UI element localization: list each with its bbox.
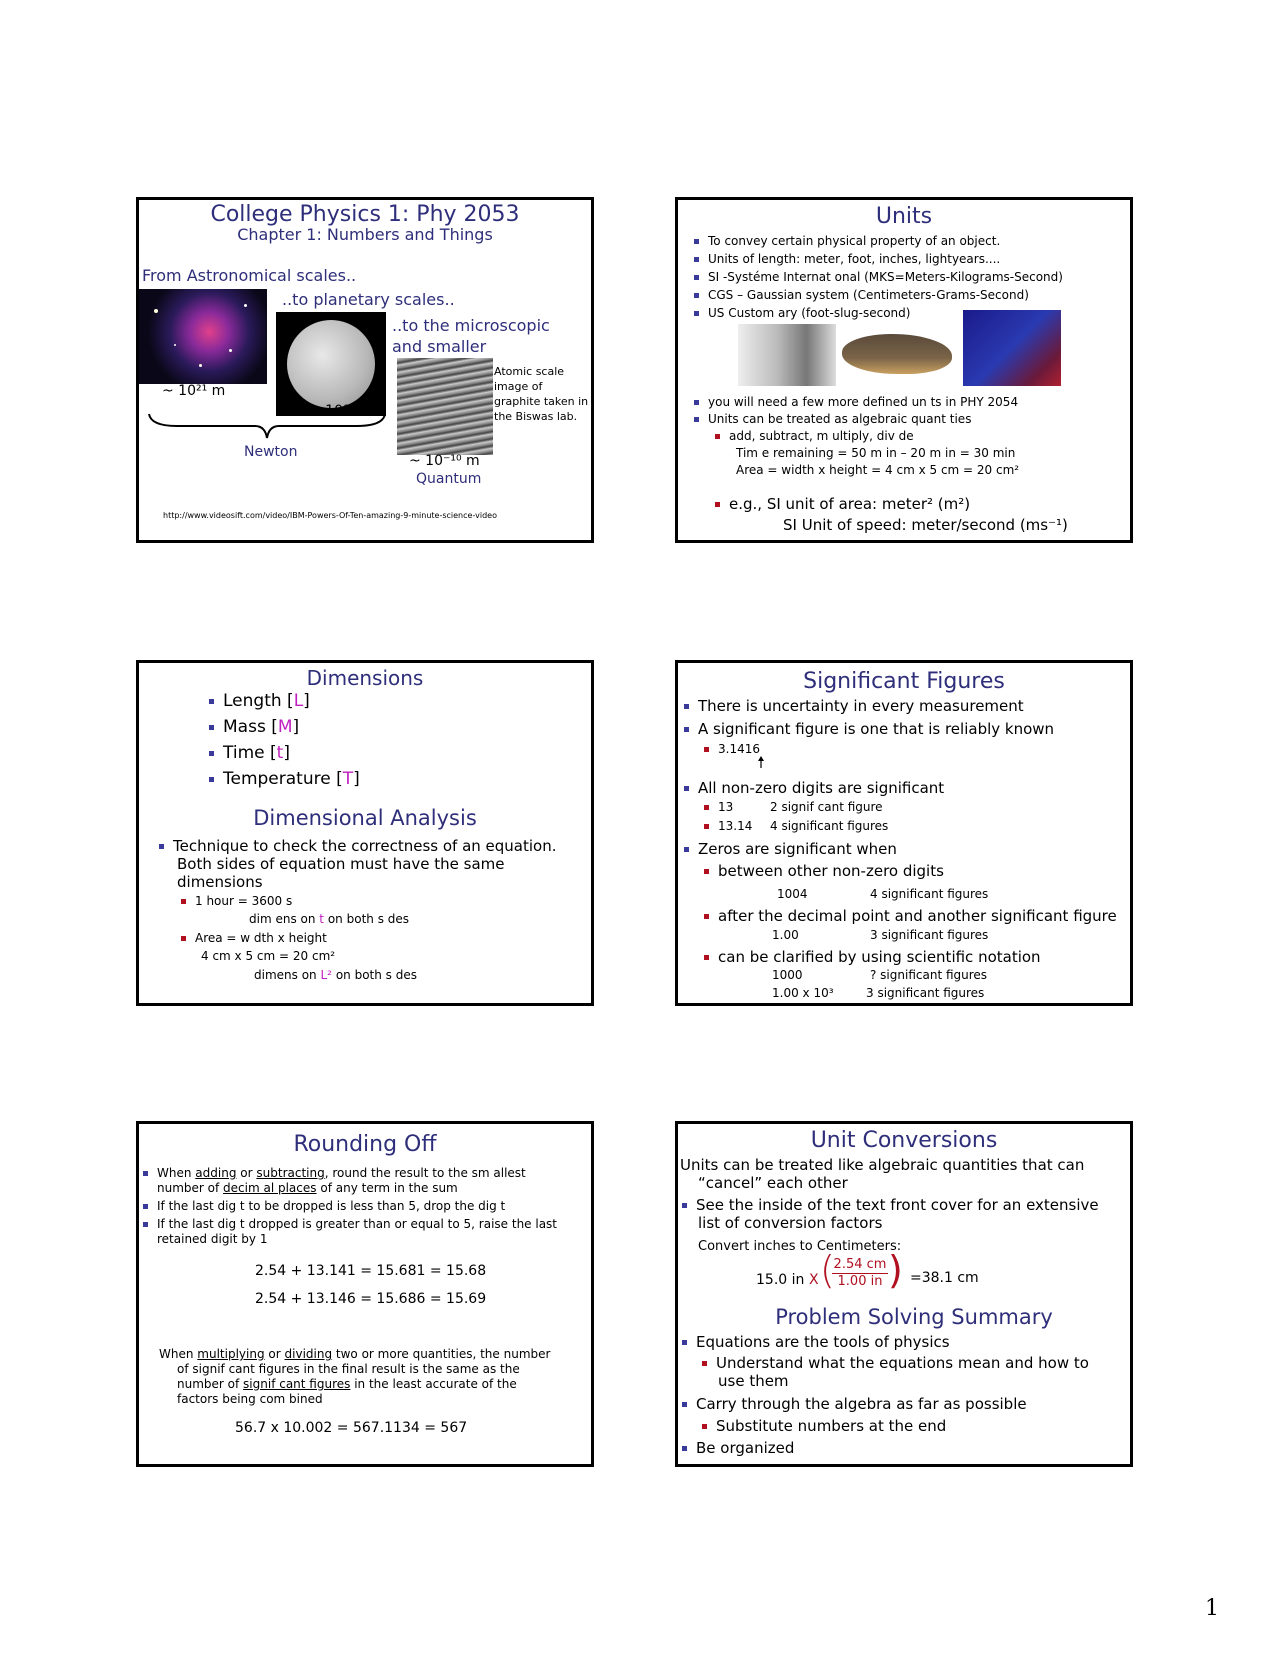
slide-title: Unit Conversions [810,1128,998,1153]
dimension-temperature: Temperature [T] [209,769,360,789]
example-row: 1.00 3 significant figures [772,928,989,942]
sub-bullet: Substitute numbers at the end [702,1417,946,1435]
conversion-result: =38.1 cm [910,1270,979,1286]
paren-left-icon: ( [820,1248,835,1292]
video-link[interactable]: http://www.videosift.com/video/IBM-Powers-Of-Ten-amazing-9-minute-science-video [163,511,497,520]
bullet: Units can be treated as algebraic quant ties [694,412,971,427]
micro-heading: ..to the microscopic and smaller [392,316,550,356]
slide-subtitle: Chapter 1: Numbers and Things [237,225,493,244]
bullet-icon [694,311,699,316]
quantity: 15.0 in [756,1272,805,1288]
bullet-icon [715,502,720,507]
bullet-icon [704,805,709,810]
scale-micro: ~ 10⁻¹⁰ m [409,453,480,469]
bullet-icon [704,914,709,919]
bullet: When adding or subtracting, round the result to the sm allest [143,1166,526,1181]
bullet: US Custom ary (foot-slug-second) [694,306,910,321]
bullet-icon [702,1424,707,1429]
graphite-caption: Atomic scale image of graphite taken in the Biswas lab. [494,365,589,423]
time-equation: Tim e remaining = 50 m in – 20 m in = 30 min [736,446,1016,460]
arrow-up-icon [757,755,765,769]
rounding-example-1: 2.54 + 13.141 = 15.681 = 15.68 [255,1263,487,1279]
bullet: Zeros are significant when [684,840,897,858]
scale-planet: ~ 10⁶ m [309,403,367,419]
bullet-icon [181,899,186,904]
bullet-icon [682,1203,687,1208]
bullet-icon [694,400,699,405]
moon-image [276,312,386,416]
bullet-icon [209,725,214,730]
dimension-length: Length [L] [209,691,310,711]
area-equation: 4 cm x 5 cm = 20 cm² [201,949,336,963]
dimension-time: Time [t] [209,743,290,763]
sub-bullet: 3.1416 [704,742,760,757]
multiply-example: 56.7 x 10.002 = 567.1134 = 567 [235,1420,468,1436]
times-sign: X [809,1272,819,1288]
slide-unit-conversions [675,1121,1133,1467]
bullet-icon [682,1402,687,1407]
slide-title: Significant Figures [803,669,1005,694]
bullet-icon [682,1340,687,1345]
bullet-icon [704,869,709,874]
bullet-icon [143,1222,148,1227]
slide-intro [136,197,594,543]
bullet-icon [181,936,186,941]
slide-significant-figures [675,660,1133,1006]
sub-bullet: add, subtract, m ultiply, div de [715,429,914,444]
multiply-rule-continuation: number of signif cant figures in the least accurate of the [177,1377,517,1391]
bullet: All non-zero digits are significant [684,779,944,797]
bullet: A significant figure is one that is reliably known [684,720,1054,738]
galaxy-cluster-image [139,289,267,384]
conversion-fraction: 2.54 cm 1.00 in [833,1257,887,1289]
brace-icon [147,412,387,442]
sub-bullet: Area = w dth x height [181,931,327,946]
bullet-icon [209,699,214,704]
paren-right-icon: ) [888,1248,903,1292]
slide-units [675,197,1133,543]
bullet-icon [684,704,689,709]
slide-title: Rounding Off [293,1132,437,1157]
bullet-continuation: dimensions [177,873,263,891]
bullet-icon [704,747,709,752]
bullet: To convey certain physical property of an object. [694,234,1000,249]
slide-title: Units [875,204,933,229]
quantum-label: Quantum [416,471,482,487]
slide-rounding-off [136,1121,594,1467]
bullet: See the inside of the text front cover for an extensive [682,1196,1099,1214]
bullet-icon [684,786,689,791]
bullet: There is uncertainty in every measurement [684,697,1024,715]
speed-unit: SI Unit of speed: meter/second (ms⁻¹) [783,516,1068,534]
example-row: 1000 ? significant figures [772,968,988,982]
bullet: Equations are the tools of physics [682,1333,950,1351]
bullet-continuation: number of decim al places of any term in the sum [157,1181,458,1195]
sub-bullet: 13 2 signif cant figure [704,800,883,815]
bullet-icon [143,1204,148,1209]
dimension-note: dimens on L² on both s des [254,968,417,982]
intro-text-continuation: “cancel” each other [698,1174,848,1192]
section-title: Problem Solving Summary [775,1305,1053,1329]
sub-bullet: can be clarified by using scientific notation [704,948,1041,966]
bullet: CGS – Gaussian system (Centimeters-Grams-Second) [694,288,1029,303]
sub-bullet-continuation: use them [718,1372,789,1390]
area-equation: Area = width x height = 4 cm x 5 cm = 20 cm² [736,463,1020,477]
bullet-icon [694,275,699,280]
newton-label: Newton [244,444,298,460]
section-title: Dimensional Analysis [253,806,477,830]
bullet: Carry through the algebra as far as possible [682,1395,1027,1413]
bullet: SI -Systéme Internat onal (MKS=Meters-Kilograms-Second) [694,270,1063,285]
bullet: Units of length: meter, foot, inches, lightyears.... [694,252,1000,267]
slide-title: College Physics 1: Phy 2053 [210,202,520,227]
sub-bullet: after the decimal point and another significant figure [704,907,1117,925]
bullet-icon [209,751,214,756]
page-number: 1 [1205,1596,1219,1621]
bullet-icon [684,847,689,852]
bullet-continuation: list of conversion factors [698,1214,883,1232]
rounding-example-2: 2.54 + 13.146 = 15.686 = 15.69 [255,1291,487,1307]
bullet-icon [143,1171,148,1176]
planetary-heading: ..to planetary scales.. [282,290,455,309]
scale-astro: ~ 10²¹ m [162,383,226,399]
sub-bullet: e.g., SI unit of area: meter² (m²) [715,495,970,513]
astro-heading: From Astronomical scales.. [142,266,357,285]
sub-bullet: 1 hour = 3600 s [181,894,292,909]
dimension-note: dim ens on t on both s des [249,912,410,926]
sub-bullet: between other non-zero digits [704,862,944,880]
multiply-rule-continuation: of signif cant figures in the final result is the same as the [177,1362,520,1376]
slide-title: Dimensions [306,666,424,690]
bullet: If the last dig t dropped is greater than or equal to 5, raise the last [143,1217,557,1232]
bullet: If the last dig t to be dropped is less than 5, drop the dig t [143,1199,505,1214]
slide-dimensions [136,660,594,1006]
bullet: Technique to check the correctness of an equation. [159,837,557,855]
bullet-icon [694,417,699,422]
bullet: Be organized [682,1439,794,1457]
bullet-icon [694,293,699,298]
bullet: you will need a few more defined un ts in PHY 2054 [694,395,1018,410]
sub-bullet: Understand what the equations mean and how to [702,1354,1089,1372]
intro-text: Units can be treated like algebraic quantities that can [680,1156,1085,1174]
bullet-icon [159,844,164,849]
bullet-icon [715,434,720,439]
bullet-icon [702,1361,707,1366]
bullet-icon [209,777,214,782]
graphite-atomic-image [397,358,493,455]
lab-clock-image [963,310,1061,386]
multiply-rule: When multiplying or dividing two or more quantities, the number [159,1347,551,1361]
convert-label: Convert inches to Centimeters: [698,1239,902,1254]
multiply-rule-continuation: factors being com bined [177,1392,323,1406]
bullet-continuation: retained digit by 1 [157,1232,268,1246]
bullet-icon [704,824,709,829]
bullet-continuation: Both sides of equation must have the same [177,855,505,873]
example-row: 1.00 x 10³ 3 significant figures [772,986,985,1000]
bullet-icon [694,257,699,262]
sub-bullet: 13.14 4 significant figures [704,819,888,834]
bullet-icon [684,727,689,732]
dimension-mass: Mass [M] [209,717,299,737]
bullet-icon [682,1446,687,1451]
example-row: 1004 4 significant figures [777,887,989,901]
bullet-icon [694,239,699,244]
bullet-icon [704,955,709,960]
foot-image [738,324,836,386]
slug-image [842,334,952,374]
